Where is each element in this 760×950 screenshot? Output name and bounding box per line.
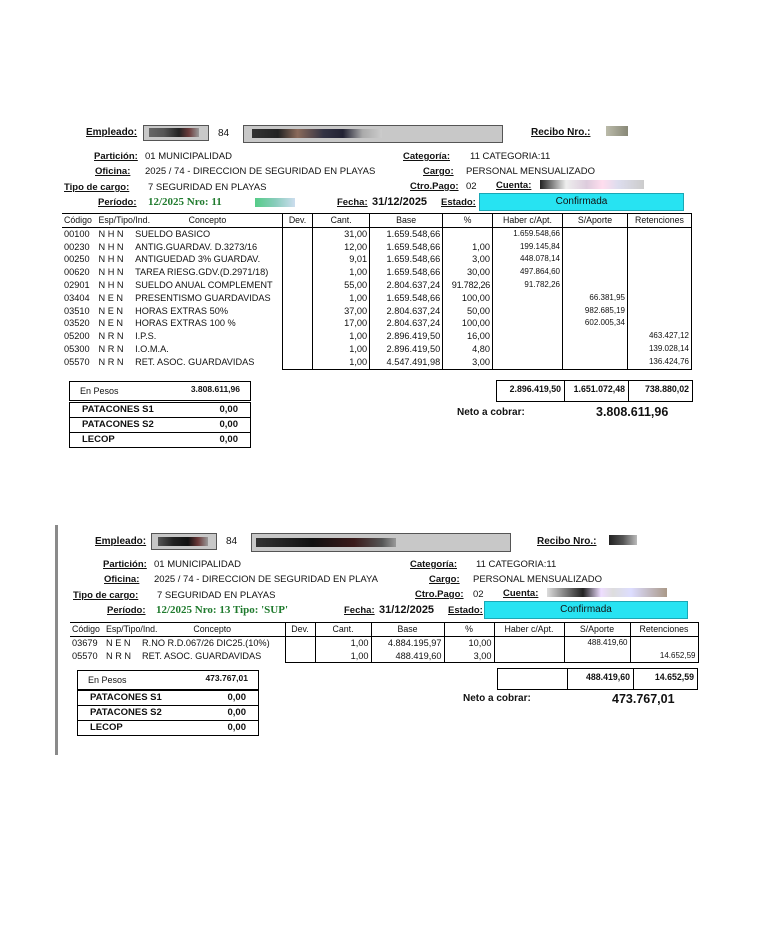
left-margin-bar: [55, 525, 58, 755]
cell-dev: [282, 227, 312, 240]
cell-cant: 37,00: [313, 305, 370, 318]
column-header-concepto: Concepto: [133, 214, 282, 228]
employee-number: 84: [218, 128, 230, 139]
column-header-esp-tipo-ind: Esp/Tipo/Ind.: [104, 623, 140, 637]
categoria-label: Categoría:: [410, 559, 457, 570]
cell-haber: 497.864,60: [492, 266, 562, 279]
en-pesos-label: En Pesos: [88, 675, 127, 685]
cell-dev: [282, 356, 312, 369]
cell-pct: 10,00: [444, 636, 494, 649]
cell-esp-tipo-ind: N E N: [98, 292, 124, 303]
ctro-pago-label: Ctro.Pago:: [410, 181, 459, 192]
cell-s-aporte: 602.005,34: [563, 317, 628, 330]
lecop-value: 0,00: [219, 434, 238, 445]
patacones-s2-label: PATACONES S2: [82, 419, 154, 430]
cell-concepto: SUELDO BASICO: [135, 228, 211, 239]
column-header-codigo: Código: [70, 623, 104, 637]
total-haber: [498, 669, 568, 689]
cell-pct: 91.782,26: [443, 279, 493, 292]
categoria-value: 11 CATEGORIA:11: [476, 559, 557, 570]
cell-base: 4.884.195,97: [371, 636, 444, 649]
cell-base: 2.804.637,24: [370, 317, 443, 330]
cell-cant: 1,00: [315, 636, 371, 649]
column-header-base: Base: [371, 623, 444, 637]
patacones-s2-value: 0,00: [227, 707, 246, 718]
categoria-label: Categoría:: [403, 151, 450, 162]
cell-retenciones: 139.028,14: [627, 343, 691, 356]
cell-base: 2.896.419,50: [370, 330, 443, 343]
lecop-value: 0,00: [227, 722, 246, 733]
cell-retenciones: [627, 292, 691, 305]
cell-s-aporte: [563, 253, 628, 266]
cell-pct: 30,00: [443, 266, 493, 279]
table-header-row: [70, 623, 698, 637]
tipo-cargo-value: 7 SEGURIDAD EN PLAYAS: [157, 590, 276, 601]
cell-concepto: ANTIG.GUARDAV. D.3273/16: [135, 241, 258, 252]
cell-cant: 12,00: [313, 241, 370, 254]
fecha-label: Fecha:: [337, 197, 368, 208]
cargo-label: Cargo:: [429, 574, 460, 585]
cell-cant: 1,00: [315, 650, 371, 663]
cell-codigo: 00230: [64, 241, 90, 252]
tipo-cargo-label: Tipo de cargo:: [73, 590, 139, 601]
cell-esp-tipo-ind: N E N: [98, 305, 124, 316]
empleado-label: Empleado:: [95, 536, 147, 547]
periodo-value: 12/2025 Nro: 13 Tipo: 'SUP': [156, 604, 289, 616]
column-header-dev: Dev.: [282, 214, 312, 228]
estado-label: Estado:: [448, 605, 483, 616]
cargo-value: PERSONAL MENSUALIZADO: [466, 166, 595, 177]
cell-codigo: 05570: [64, 357, 90, 368]
cargo-label: Cargo:: [423, 166, 454, 177]
cell-base: 2.804.637,24: [370, 279, 443, 292]
cell-base: 2.896.419,50: [370, 343, 443, 356]
tipo-cargo-value: 7 SEGURIDAD EN PLAYAS: [148, 182, 267, 193]
table-row: [70, 650, 698, 663]
particion-label: Partición:: [94, 151, 138, 162]
cell-codigo: 05300: [64, 343, 90, 354]
cell-dev: [285, 650, 315, 663]
cell-dev: [282, 292, 312, 305]
cell-concepto: TAREA RIESG.GDV.(D.2971/18): [135, 267, 269, 278]
column-header-s-aporte: S/Aporte: [564, 623, 630, 637]
table-row: [62, 241, 692, 254]
cuenta-label: Cuenta:: [496, 180, 532, 191]
employee-name-redacted: [251, 533, 511, 552]
fecha-label: Fecha:: [344, 605, 375, 616]
lecop-row: [77, 720, 259, 736]
table-row: [62, 317, 692, 330]
cell-pct: [443, 227, 493, 240]
receipt-1: [0, 0, 760, 470]
periodo-redacted: [255, 198, 295, 207]
table-row: [62, 305, 692, 318]
oficina-label: Oficina:: [104, 574, 140, 585]
cell-cant: 1,00: [313, 356, 370, 369]
patacones-s1-value: 0,00: [227, 692, 246, 703]
cell-s-aporte: 66.381,95: [563, 292, 628, 305]
column-header-haber: Haber c/Apt.: [492, 214, 562, 228]
estado-badge: Confirmada: [479, 193, 684, 211]
table-row: [62, 330, 692, 343]
table-row: [62, 253, 692, 266]
recibo-redacted: [606, 126, 628, 136]
cell-haber: [492, 343, 562, 356]
concepts-table: [62, 213, 692, 370]
cell-cant: 31,00: [313, 227, 370, 240]
cell-concepto: RET. ASOC. GUARDAVIDAS: [135, 357, 255, 368]
total-saporte: 1.651.072,48: [565, 381, 629, 401]
cell-concepto: HORAS EXTRAS 100 %: [135, 318, 236, 329]
cell-s-aporte: 982.685,19: [563, 305, 628, 318]
cell-base: 1.659.548,66: [370, 266, 443, 279]
cell-codigo: 00100: [64, 228, 90, 239]
total-haber: 2.896.419,50: [497, 381, 565, 401]
neto-value: 473.767,01: [612, 692, 675, 706]
cell-concepto: HORAS EXTRAS 50%: [135, 305, 228, 316]
cell-concepto: SUELDO ANUAL COMPLEMENT: [135, 279, 273, 290]
recibo-redacted: [609, 535, 637, 545]
ctro-pago-value: 02: [466, 181, 477, 192]
cell-concepto: PRESENTISMO GUARDAVIDAS: [135, 292, 271, 303]
recibo-label: Recibo Nro.:: [537, 536, 597, 547]
column-header-pct: %: [443, 214, 493, 228]
en-pesos-box: [69, 381, 251, 401]
cell-codigo: 00250: [64, 254, 90, 265]
ctro-pago-value: 02: [473, 589, 484, 600]
cell-retenciones: [627, 227, 691, 240]
table-row: [70, 636, 698, 649]
cell-dev: [282, 317, 312, 330]
tipo-cargo-label: Tipo de cargo:: [64, 182, 130, 193]
cell-s-aporte: [563, 356, 628, 369]
employee-number: 84: [226, 536, 238, 547]
cell-concepto: RET. ASOC. GUARDAVIDAS: [142, 650, 262, 661]
cell-s-aporte: [563, 279, 628, 292]
table-row: [62, 292, 692, 305]
cell-retenciones: [627, 305, 691, 318]
patacones-s1-value: 0,00: [219, 404, 238, 415]
column-header-pct: %: [444, 623, 494, 637]
cell-s-aporte: [563, 241, 628, 254]
cell-codigo: 03679: [72, 637, 98, 648]
cell-haber: [492, 317, 562, 330]
cell-codigo: 03510: [64, 305, 90, 316]
column-header-base: Base: [370, 214, 443, 228]
particion-label: Partición:: [103, 559, 147, 570]
cell-codigo: 00620: [64, 267, 90, 278]
total-retenciones: 14.652,59: [654, 672, 694, 682]
particion-value: 01 MUNICIPALIDAD: [145, 151, 232, 162]
cell-cant: 17,00: [313, 317, 370, 330]
cargo-value: PERSONAL MENSUALIZADO: [473, 574, 602, 585]
cell-haber: 448.078,14: [492, 253, 562, 266]
oficina-value: 2025 / 74 - DIRECCION DE SEGURIDAD EN PLAYAS: [145, 166, 376, 177]
concepts-table: [70, 622, 699, 663]
en-pesos-box: [77, 670, 259, 690]
cell-haber: [492, 305, 562, 318]
cell-retenciones: [627, 279, 691, 292]
column-header-dev: Dev.: [285, 623, 315, 637]
periodo-value: 12/2025 Nro: 11: [148, 196, 222, 208]
cell-esp-tipo-ind: N R N: [98, 343, 124, 354]
column-header-codigo: Código: [62, 214, 97, 228]
cell-concepto: I.O.M.A.: [135, 343, 169, 354]
cell-dev: [282, 253, 312, 266]
cell-esp-tipo-ind: N H N: [98, 228, 124, 239]
receipt-2: [0, 515, 760, 775]
cell-base: 1.659.548,66: [370, 292, 443, 305]
cell-dev: [282, 279, 312, 292]
cell-retenciones: [627, 253, 691, 266]
cell-codigo: 05570: [72, 650, 98, 661]
cuenta-redacted: [540, 180, 644, 189]
neto-label: Neto a cobrar:: [463, 693, 531, 704]
cell-esp-tipo-ind: N H N: [98, 267, 124, 278]
cell-haber: [492, 356, 562, 369]
lecop-label: LECOP: [82, 434, 115, 445]
cell-s-aporte: 488.419,60: [564, 636, 630, 649]
lecop-row: [69, 432, 251, 448]
estado-label: Estado:: [441, 197, 476, 208]
cell-haber: [492, 330, 562, 343]
cell-s-aporte: [564, 650, 630, 663]
estado-badge: Confirmada: [484, 601, 688, 619]
periodo-label: Período:: [107, 605, 146, 616]
employee-name-redacted: [243, 125, 503, 143]
cell-cant: 1,00: [313, 330, 370, 343]
cell-codigo: 03404: [64, 292, 90, 303]
cell-haber: [494, 636, 564, 649]
cell-pct: 4,80: [443, 343, 493, 356]
patacones-s2-row: [69, 417, 251, 433]
cell-retenciones: [627, 241, 691, 254]
table-row: [62, 356, 692, 369]
cell-concepto: R.NO R.D.067/26 DIC25.(10%): [142, 637, 270, 648]
cell-base: 1.659.548,66: [370, 253, 443, 266]
cell-cant: 1,00: [313, 292, 370, 305]
employee-id-redacted: [151, 533, 217, 550]
cell-pct: 3,00: [443, 253, 493, 266]
cell-dev: [282, 343, 312, 356]
cell-esp-tipo-ind: N H N: [98, 241, 124, 252]
patacones-s1-label: PATACONES S1: [90, 692, 162, 703]
cell-cant: 55,00: [313, 279, 370, 292]
cell-s-aporte: [563, 266, 628, 279]
oficina-value: 2025 / 74 - DIRECCION DE SEGURIDAD EN PLAYA: [154, 574, 379, 585]
lecop-label: LECOP: [90, 722, 123, 733]
cell-cant: 9,01: [313, 253, 370, 266]
cell-concepto: I.P.S.: [135, 331, 157, 342]
cell-codigo: 02901: [64, 279, 90, 290]
cell-base: 488.419,60: [371, 650, 444, 663]
empleado-label: Empleado:: [86, 127, 138, 138]
cell-retenciones: 136.424,76: [627, 356, 691, 369]
column-header-s-aporte: S/Aporte: [563, 214, 628, 228]
neto-value: 3.808.611,96: [596, 405, 669, 419]
total-retenciones: 738.880,02: [644, 384, 689, 394]
cell-dev: [285, 636, 315, 649]
cell-retenciones: [627, 317, 691, 330]
cell-haber: 91.782,26: [492, 279, 562, 292]
column-header-cant: Cant.: [315, 623, 371, 637]
cell-haber: [492, 292, 562, 305]
cell-dev: [282, 241, 312, 254]
patacones-s1-label: PATACONES S1: [82, 404, 154, 415]
employee-id-redacted: [143, 125, 209, 141]
cell-s-aporte: [563, 330, 628, 343]
cell-base: 2.804.637,24: [370, 305, 443, 318]
cuenta-label: Cuenta:: [503, 588, 539, 599]
cell-esp-tipo-ind: N H N: [98, 279, 124, 290]
ctro-pago-label: Ctro.Pago:: [415, 589, 464, 600]
categoria-value: 11 CATEGORIA:11: [470, 151, 551, 162]
cell-retenciones: [630, 636, 698, 649]
column-header-haber: Haber c/Apt.: [494, 623, 564, 637]
fecha-value: 31/12/2025: [379, 604, 435, 616]
patacones-s2-row: [77, 705, 259, 721]
cell-retenciones: [627, 266, 691, 279]
cell-esp-tipo-ind: N H N: [98, 254, 124, 265]
totals-row: [497, 668, 698, 690]
cell-haber: [494, 650, 564, 663]
en-pesos-value: 3.808.611,96: [190, 384, 240, 394]
table-row: [62, 266, 692, 279]
cell-pct: 3,00: [443, 356, 493, 369]
neto-label: Neto a cobrar:: [457, 407, 525, 418]
cell-retenciones: 463.427,12: [627, 330, 691, 343]
column-header-retenciones: Retenciones: [627, 214, 691, 228]
cell-codigo: 05200: [64, 331, 90, 342]
cell-pct: 100,00: [443, 317, 493, 330]
cell-pct: 3,00: [444, 650, 494, 663]
cell-pct: 1,00: [443, 241, 493, 254]
cell-base: 1.659.548,66: [370, 241, 443, 254]
en-pesos-label: En Pesos: [80, 386, 119, 396]
cell-codigo: 03520: [64, 318, 90, 329]
cell-esp-tipo-ind: N R N: [98, 331, 124, 342]
totals-row: [496, 380, 693, 402]
cell-haber: 199.145,84: [492, 241, 562, 254]
cell-dev: [282, 266, 312, 279]
cell-s-aporte: [563, 343, 628, 356]
cell-esp-tipo-ind: N R N: [106, 650, 132, 661]
particion-value: 01 MUNICIPALIDAD: [154, 559, 241, 570]
column-header-retenciones: Retenciones: [630, 623, 698, 637]
en-pesos-value: 473.767,01: [205, 673, 248, 683]
patacones-s2-label: PATACONES S2: [90, 707, 162, 718]
table-row: [62, 279, 692, 292]
cell-esp-tipo-ind: N R N: [98, 357, 124, 368]
cell-pct: 50,00: [443, 305, 493, 318]
fecha-value: 31/12/2025: [372, 196, 428, 208]
cell-haber: 1.659.548,66: [492, 227, 562, 240]
cell-concepto: ANTIGUEDAD 3% GUARDAV.: [135, 254, 261, 265]
cell-pct: 100,00: [443, 292, 493, 305]
cell-esp-tipo-ind: N E N: [106, 637, 131, 648]
cell-base: 1.659.548,66: [370, 227, 443, 240]
total-saporte: 488.419,60: [568, 669, 634, 689]
cell-base: 4.547.491,98: [370, 356, 443, 369]
oficina-label: Oficina:: [95, 166, 131, 177]
column-header-esp-tipo-ind: Esp/Tipo/Ind.: [97, 214, 134, 228]
cell-dev: [282, 305, 312, 318]
table-header-row: [62, 214, 692, 228]
patacones-s1-row: [77, 690, 259, 706]
table-row: [62, 343, 692, 356]
patacones-s2-value: 0,00: [219, 419, 238, 430]
column-header-cant: Cant.: [313, 214, 370, 228]
cell-retenciones: 14.652,59: [630, 650, 698, 663]
cell-s-aporte: [563, 227, 628, 240]
cuenta-redacted: [547, 588, 667, 597]
column-header-concepto: Concepto: [140, 623, 285, 637]
table-row: [62, 227, 692, 240]
periodo-label: Período:: [98, 197, 137, 208]
recibo-label: Recibo Nro.:: [531, 127, 591, 138]
cell-pct: 16,00: [443, 330, 493, 343]
cell-cant: 1,00: [313, 266, 370, 279]
cell-dev: [282, 330, 312, 343]
cell-cant: 1,00: [313, 343, 370, 356]
patacones-s1-row: [69, 402, 251, 418]
cell-esp-tipo-ind: N E N: [98, 318, 124, 329]
